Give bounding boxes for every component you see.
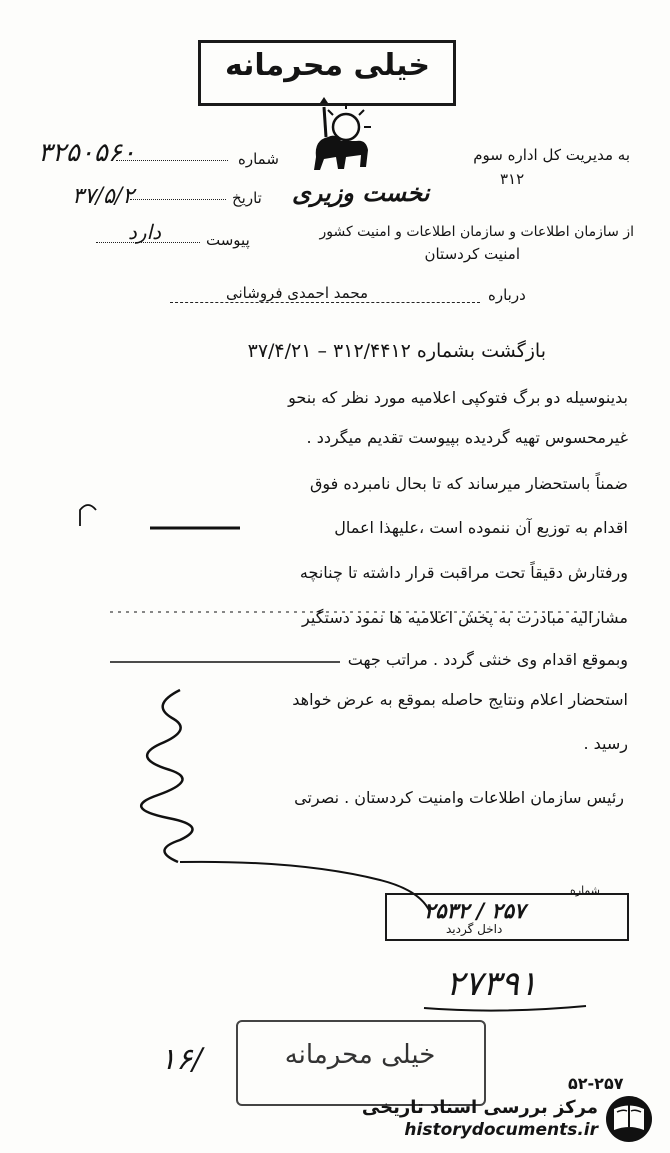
body-line-8: استحضار اعلام ونتایج حاصله بموقع به عرض خواهد (292, 690, 628, 709)
number-value: ۳۲۵۰۵۶۰ (38, 138, 136, 168)
body-line-4: اقدام به توزیع آن ننموده است ،علیهذا اعمال (334, 518, 628, 537)
number-label: شماره (238, 150, 279, 168)
body-line-9: رسید . (583, 734, 628, 753)
watermark-site: historydocuments.ir (404, 1120, 598, 1140)
receipt-stamp-number: ۲۵۳۲ / ۲۵۷ (424, 898, 526, 923)
body-line-7: وبموقع اقدام وی خنثی گردد . مراتب جهت (347, 650, 628, 669)
bottom-classification-stamp: خیلی محرمانه (284, 1040, 436, 1070)
ministry-seal-text: نخست وزیری (292, 178, 430, 207)
handwritten-archive-number: ۲۷۳۹۱ (446, 964, 538, 1004)
reference-line: بازگشت بشماره ۳۱۲/۴۴۱۲ – ۳۷/۴/۲۱ (247, 340, 546, 362)
attachment-label: پیوست (206, 231, 250, 249)
archive-logo-icon (604, 1094, 654, 1144)
attachment-value: دارد (128, 220, 162, 244)
to-code: ۳۱۲ (500, 170, 525, 188)
receipt-stamp-header: شماره (570, 884, 601, 897)
signature-scribble (141, 690, 192, 862)
to-line: به مدیریت کل اداره سوم (473, 146, 630, 164)
from-line: از سازمان اطلاعات و سازمان اطلاعات و امنیت کشور (319, 224, 634, 240)
margin-note: ۱۶/ (160, 1042, 203, 1077)
date-value: ۳۷/۵/۲ (72, 184, 135, 209)
watermark-title: مرکز بررسی اسناد تاریخی (361, 1097, 598, 1118)
page-code: ۵۲-۲۵۷ (568, 1074, 624, 1093)
body-line-6: مشارالیه مبادرت به پخش اعلامیه ها نمود دستگیر (302, 608, 628, 627)
margin-hook (80, 505, 96, 526)
classification-stamp-top: خیلی محرمانه (224, 48, 431, 83)
date-label: تاریخ (232, 189, 262, 207)
subject-label: درباره (488, 286, 526, 304)
receipt-stamp-sub: داخل گردید (446, 922, 503, 936)
body-line-1: بدینوسیله دو برگ فتوکپی اعلامیه مورد نظر که بنحو (288, 388, 628, 407)
body-line-2: غیرمحسوس تهیه گردیده بپیوست تقدیم میگردد . (306, 428, 628, 447)
subject-value: محمد احمدی فروشانی (226, 284, 369, 302)
body-line-5: ورفتارش دقیقاً تحت مراقبت قرار داشته تا چنانچه (299, 563, 628, 582)
from-line-2: امنیت کردستان (424, 245, 520, 263)
archive-underline (420, 1002, 590, 1016)
body-line-3: ضمناً باستحضار میرساند که تا بحال نامبرده فوق (309, 474, 628, 493)
signature-line: رئیس سازمان اطلاعات وامنیت کردستان . نصرتی (294, 788, 624, 807)
